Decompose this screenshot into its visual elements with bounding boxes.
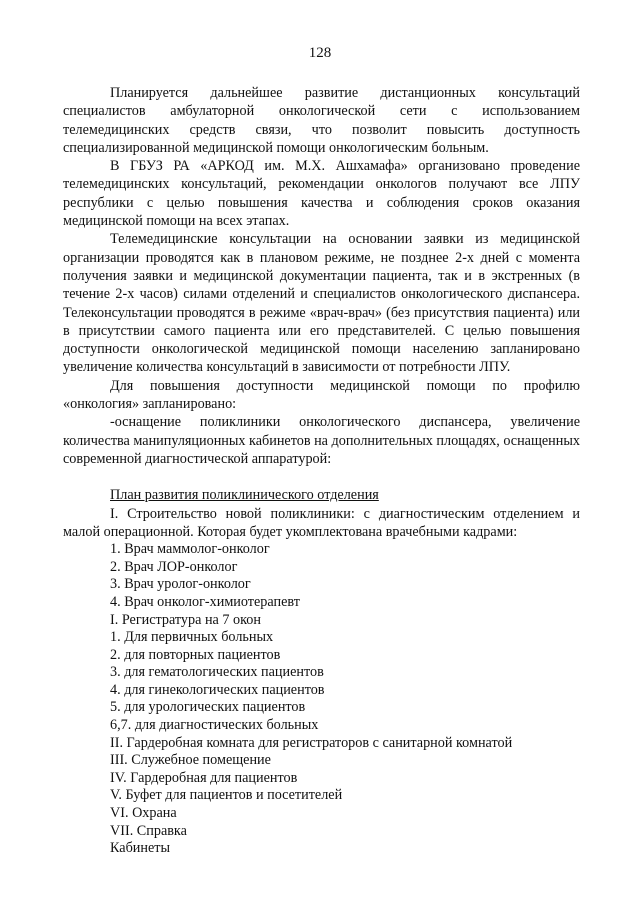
list-item: 1. Врач маммолог-онколог: [110, 541, 270, 558]
paragraph-equipment-plan: -оснащение поликлиники онкологического диспансера, увеличение количества манипуляционных кабинетов на дополнительных площадях, оснащенных современной диагностической аппаратурой:: [63, 414, 580, 467]
list-item: 5. для урологических пациентов: [110, 699, 306, 716]
paragraph-accessibility-intro: Для повышения доступности медицинской помощи по профилю «онкология» запланировано:: [63, 377, 580, 413]
list-item: III. Служебное помещение: [110, 752, 271, 769]
list-item: VI. Охрана: [110, 805, 177, 822]
paragraph-remote-consultations: Планируется дальнейшее развитие дистанционных консультаций специалистов амбулаторной онкологической сети с использованием телемедицинских средств связи, что позволит повысить доступность специализированной медицинской помощи онкологическим больным.: [63, 85, 580, 156]
list-item: 3. для гематологических пациентов: [110, 664, 324, 681]
document-body: [63, 84, 580, 858]
list-item: 6,7. для диагностических больных: [110, 717, 319, 734]
plan-list: [63, 541, 580, 858]
list-item: II. Гардеробная комната для регистраторов с санитарной комнатой: [110, 734, 513, 751]
page-number: 128: [308, 45, 332, 61]
list-item: I. Регистратура на 7 окон: [110, 611, 261, 628]
paragraph-arkod-telemedicine: В ГБУЗ РА «АРКОД им. М.Х. Ашхамафа» организовано проведение телемедицинских консультаций, рекомендации онкологов получают все ЛПУ республики с целью повышения качества и соблюдения сроков оказания медицинской помощи на всех этапах.: [63, 158, 580, 230]
list-item: 3. Врач уролог-онколог: [110, 576, 251, 593]
list-item: 1. Для первичных больных: [110, 629, 274, 646]
plan-intro: I. Строительство новой поликлиники: с диагностическим отделением и малой операционной. Которая будет укомплектована врачебными кадрами:: [63, 505, 580, 540]
list-item: V. Буфет для пациентов и посетителей: [110, 787, 343, 804]
list-item: 4. Врач онколог-химиотерапевт: [110, 593, 300, 610]
list-item: IV. Гардеробная для пациентов: [110, 769, 298, 786]
list-item: VII. Справка: [110, 822, 187, 839]
section-spacer: [63, 468, 580, 486]
plan-title: План развития поликлинического отделения: [110, 487, 379, 504]
paragraph-consultation-process: Телемедицинские консультации на основании заявки из медицинской организации проводятся как в плановом режиме, не позднее 2-х дней с момента получения заявки и медицинской документации пациента, так и в экстренных (в течение 2-х часов) силами отделений и специалистов онкологического диспансера. Телеконсультации проводятся в режиме «врач-врач» (без присутствия пациента) или в присутствии самого пациента или его представителей. С целью повышения доступности онкологической медицинской помощи населению запланировано увеличение количества консультаций в зависимости от потребности ЛПУ.: [63, 231, 580, 376]
list-item: Кабинеты: [110, 840, 171, 857]
list-item: 2. Врач ЛОР-онколог: [110, 558, 238, 575]
list-item: 2. для повторных пациентов: [110, 646, 281, 663]
list-item: 4. для гинекологических пациентов: [110, 681, 325, 698]
